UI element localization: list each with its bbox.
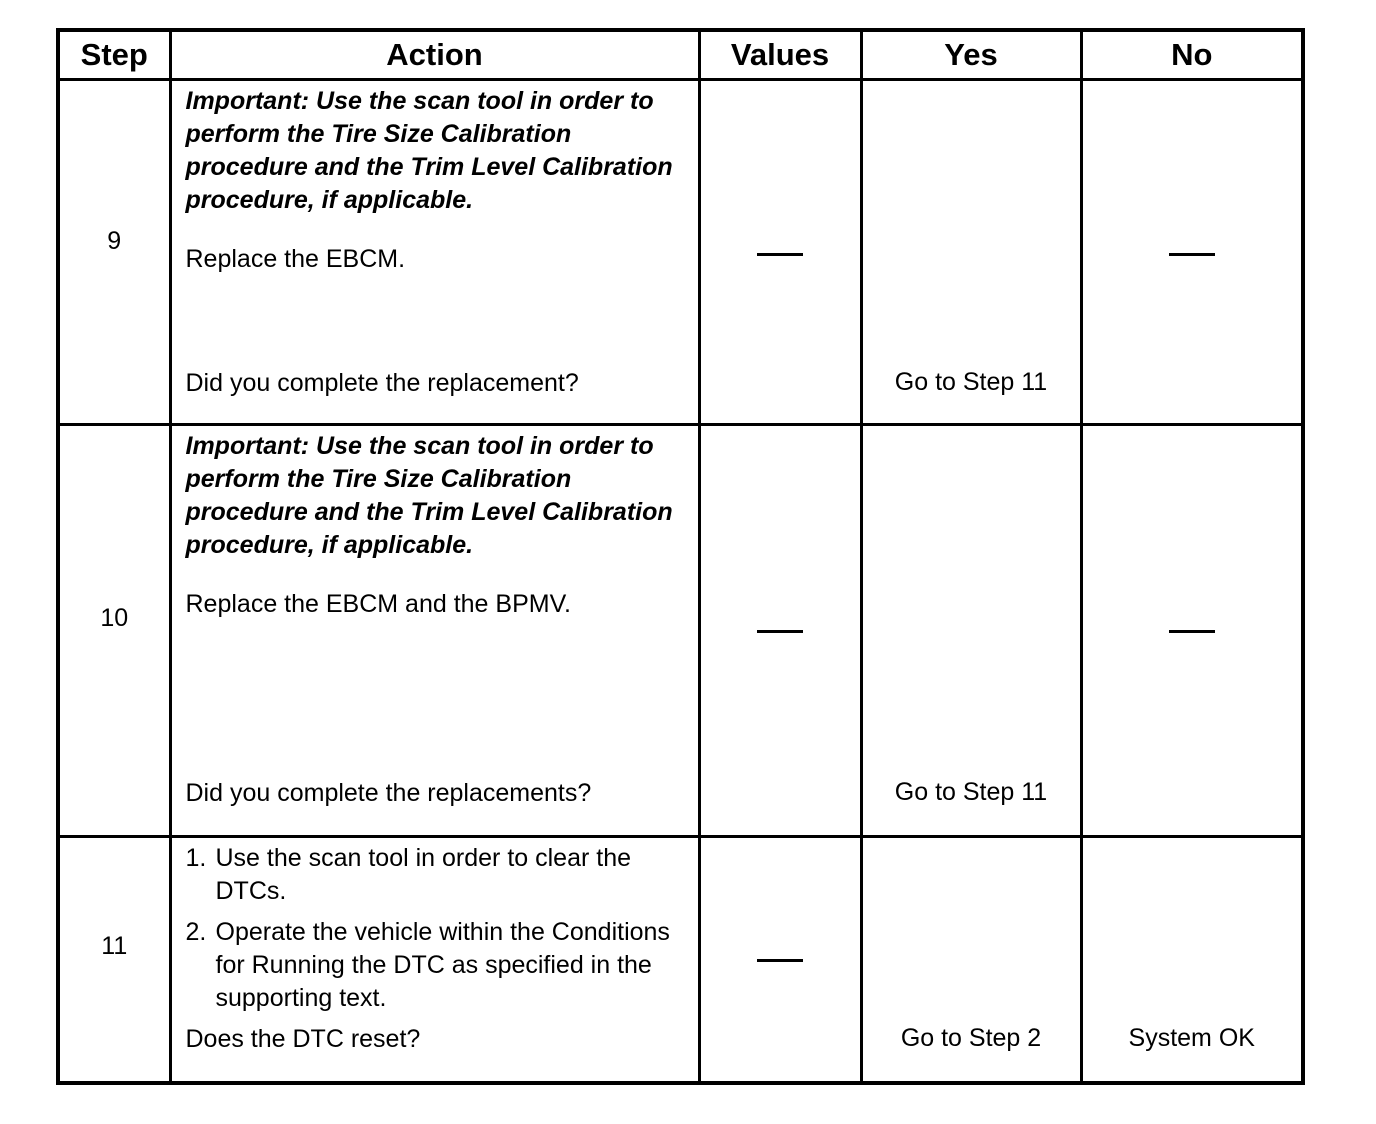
values-dash <box>757 253 803 256</box>
values-cell <box>699 80 861 425</box>
action-cell <box>170 425 699 837</box>
step-number: 10 <box>100 604 129 632</box>
no-cell <box>1081 425 1303 837</box>
list-item-number: 2. <box>185 918 207 946</box>
header-values: Values <box>699 30 861 80</box>
important-note: Important: Use the scan tool in order to perform the Tire Size Calibration procedure and the Trim Level Calibration procedure, if applicable. <box>185 432 673 559</box>
yes-goto: Go to Step 11 <box>894 778 1048 806</box>
step-number: 11 <box>101 932 128 960</box>
yes-cell <box>861 425 1081 837</box>
list-item <box>186 842 691 908</box>
no-result: System OK <box>1128 1024 1255 1052</box>
step-cell <box>58 80 170 425</box>
yes-cell <box>861 837 1081 1083</box>
values-cell <box>699 425 861 837</box>
table-row-step-11 <box>58 837 1303 1083</box>
instruction-text: Replace the EBCM. <box>185 245 406 273</box>
values-cell <box>699 837 861 1083</box>
values-dash <box>757 959 803 962</box>
no-cell <box>1081 80 1303 425</box>
table-row-step-10 <box>58 425 1303 837</box>
header-action: Action <box>170 30 699 80</box>
action-cell <box>170 837 699 1083</box>
no-dash <box>1169 253 1215 256</box>
table-row-step-9 <box>58 80 1303 425</box>
instruction-text: Replace the EBCM and the BPMV. <box>185 590 571 618</box>
no-dash <box>1169 630 1215 633</box>
question-text: Did you complete the replacement? <box>185 369 579 397</box>
header-row <box>58 30 1303 80</box>
no-cell <box>1081 837 1303 1083</box>
diagnostic-table <box>56 28 1305 1085</box>
question-text: Does the DTC reset? <box>185 1025 421 1053</box>
important-note: Important: Use the scan tool in order to perform the Tire Size Calibration procedure and the Trim Level Calibration procedure, if applicable. <box>185 87 673 214</box>
question-text: Did you complete the replacements? <box>185 779 592 807</box>
yes-cell <box>861 80 1081 425</box>
step-cell <box>58 425 170 837</box>
list-item-text: Operate the vehicle within the Conditions for Running the DTC as specified in the supporting text. <box>215 918 670 1012</box>
list-item-text: Use the scan tool in order to clear the DTCs. <box>215 844 632 905</box>
list-item-number: 1. <box>185 844 207 872</box>
list-item <box>186 916 691 1015</box>
header-step: Step <box>58 30 170 80</box>
yes-goto: Go to Step 11 <box>894 368 1048 396</box>
step-cell <box>58 837 170 1083</box>
values-dash <box>757 630 803 633</box>
header-yes: Yes <box>861 30 1081 80</box>
header-no: No <box>1081 30 1303 80</box>
action-cell <box>170 80 699 425</box>
yes-goto: Go to Step 2 <box>900 1024 1042 1052</box>
step-number: 9 <box>107 227 122 255</box>
